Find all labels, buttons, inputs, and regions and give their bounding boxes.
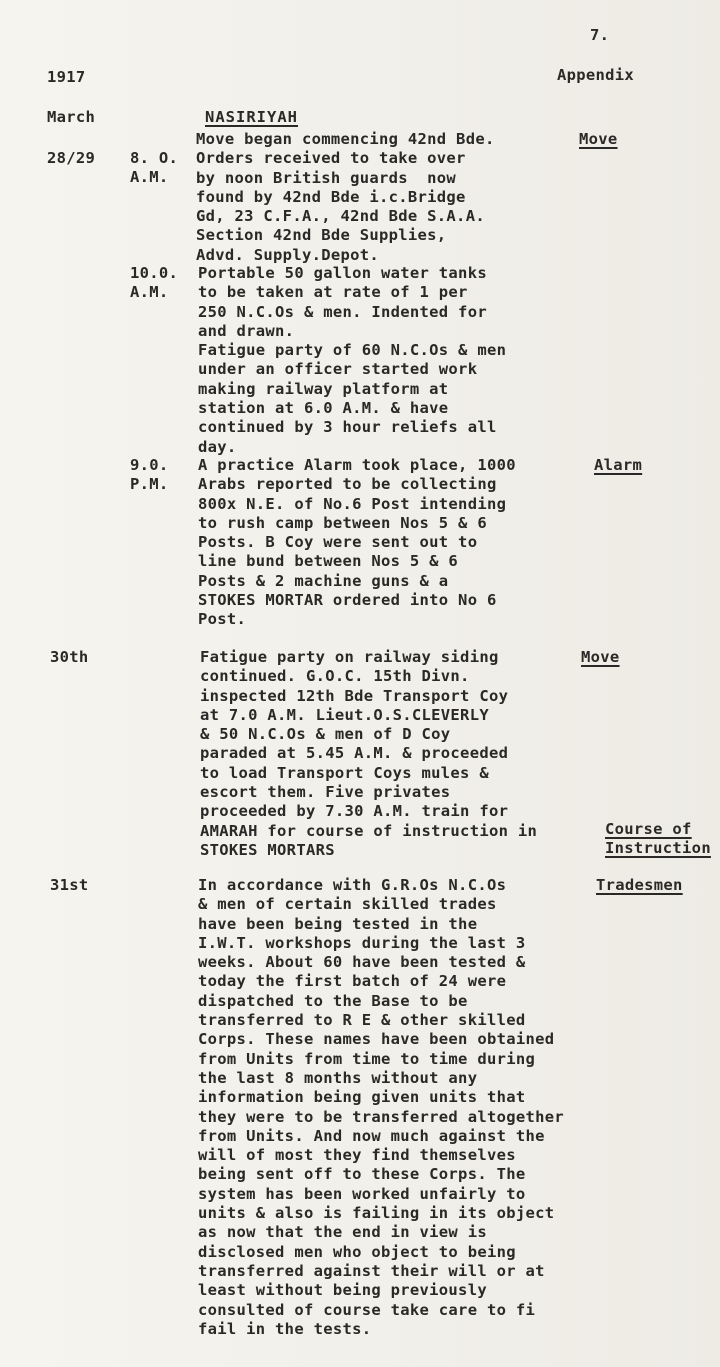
appendix-heading: Appendix — [557, 66, 635, 84]
entry-time: 8. O. — [130, 149, 179, 167]
year: 1917 — [47, 68, 86, 86]
entry-time: 10.0. — [130, 264, 179, 282]
appendix-ref: Alarm — [594, 456, 643, 474]
appendix-ref: Move — [581, 648, 620, 666]
entry-text: In accordance with G.R.Os N.C.Os & men of certain skilled trades have been being tested in the I.W.T. workshops during the last 3 weeks. About 60 have been tested & today the first batch of 24 were dispatched to the Base to be transferred to R E & other skilled Corps. These names have been obtained from Units from time to time during the last 8 months without any information being given units that they were to be transferred altogether from Units. And now much against the will of most they find themselves being sent off to these Corps. The system has been worked unfairly to units & also is failing in its object as now that the end in view is disclosed men who object to being transferred against their will or at least without being previously consulted of course take care to fi fail in the tests. — [198, 876, 565, 1338]
entry-time-period: A.M. — [130, 283, 169, 301]
entry-date: 30th — [50, 648, 89, 666]
entry-text: Fatigue party on railway siding continued. G.O.C. 15th Divn. inspected 12th Bde Transport Coy at 7.0 A.M. Lieut.O.S.CLEVERLY & 50 N.C.Os & men of D Coy paraded at 5.45 A.M. & proceeded to load Transport Coys mules & escort them. Five privates proceeded by 7.30 A.M. train for AMARAH for course of instruction in STOKES MORTARS — [200, 648, 538, 859]
entry-text: Portable 50 gallon water tanks to be taken at rate of 1 per 250 N.C.Os & men. Indented for and drawn. Fatigue party of 60 N.C.Os & men under an officer started work making railway platform at station at 6.0 A.M. & have continued by 3 hour reliefs all day. — [198, 264, 507, 456]
entry-text: Move began commencing 42nd Bde. Orders received to take over by noon British guards now found by 42nd Bde i.c.Bridge Gd, 23 C.F.A., 42nd Bde S.A.A. Section 42nd Bde Supplies, Advd. Supply.Depot. — [196, 130, 495, 264]
appendix-ref: Tradesmen — [596, 876, 683, 894]
entry-time: 9.0. — [130, 456, 169, 474]
entry-date: 28/29 — [47, 149, 96, 167]
entry-time-period: P.M. — [130, 475, 169, 493]
place-heading: NASIRIYAH — [205, 108, 298, 126]
appendix-ref: Move — [579, 130, 618, 148]
entry-text: A practice Alarm took place, 1000 Arabs reported to be collecting 800x N.E. of No.6 Post intending to rush camp between Nos 5 & 6 Posts. B Coy were sent out to line bund between Nos 5 & 6 Posts & 2 machine guns & a STOKES MORTAR ordered into No 6 Post. — [198, 456, 516, 629]
page-number: 7. — [590, 26, 610, 44]
appendix-ref: Course of — [605, 820, 692, 838]
appendix-ref: Instruction — [605, 839, 711, 857]
entry-date: 31st — [50, 876, 89, 894]
month: March — [47, 108, 96, 126]
entry-time-period: A.M. — [130, 168, 169, 186]
